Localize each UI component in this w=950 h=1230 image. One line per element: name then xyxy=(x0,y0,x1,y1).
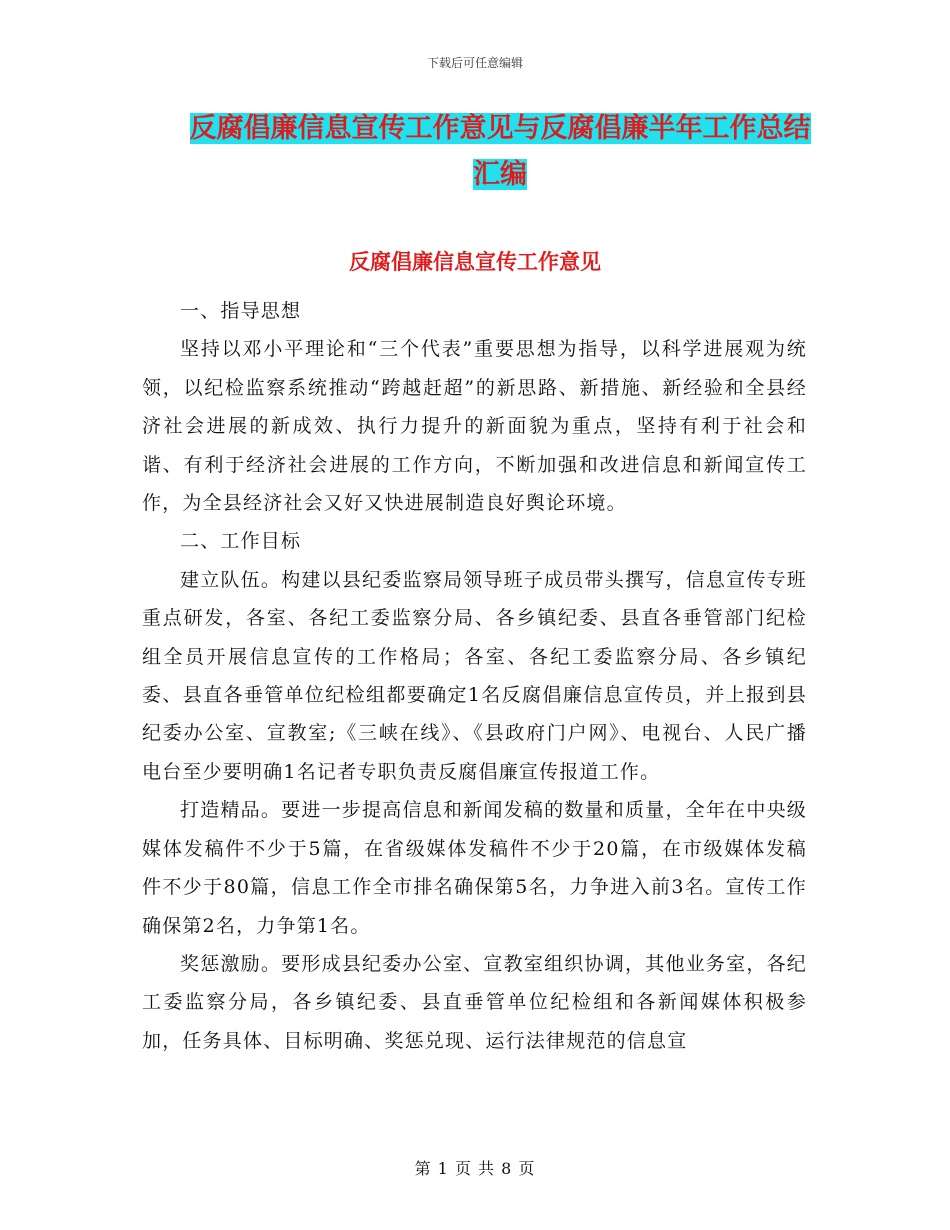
document-title xyxy=(150,106,850,198)
document-title-line-2: 汇编 xyxy=(473,159,527,190)
heading-guiding-thought: 一、指导思想 xyxy=(180,300,302,322)
paragraph-create-quality: 打造精品。要进一步提高信息和新闻发稿的数量和质量，全年在中央级媒体发稿件不少于5篇，在省级媒体发稿件不少于20篇，在市级媒体发稿件不少于80篇，信息工作全市排名确保第5名，力争进入前3名。宣传工作确保第2名，力争第1名。 xyxy=(142,799,807,937)
paragraph-guiding-thought: 坚持以邓小平理论和“三个代表”重要思想为指导，以科学进展观为统领，以纪检监察系统推动“跨越赶超”的新思路、新措施、新经验和全县经济社会进展的新成效、执行力提升的新面貌为重点，坚持有利于社会和谐、有利于经济社会进展的工作方向，不断加强和改进信息和新闻宣传工作，为全县经济社会又好又快进展制造良好舆论环境。 xyxy=(142,338,807,515)
document-title-line-1: 反腐倡廉信息宣传工作意见与反腐倡廉半年工作总结 xyxy=(189,113,811,144)
heading-work-goals: 二、工作目标 xyxy=(180,530,302,553)
paragraph-build-team: 建立队伍。构建以县纪委监察局领导班子成员带头撰写，信息宣传专班重点研发，各室、各纪工委监察分局、各乡镇纪委、县直各垂管部门纪检组全员开展信息宣传的工作格局；各室、各纪工委监察分局、各乡镇纪委、县直各垂管单位纪检组都要确定1名反腐倡廉信息宣传员，并上报到县纪委办公室、宣教室;《三峡在线》、《县政府门户网》、电视台、人民广播电台至少要明确1名记者专职负责反腐倡廉宣传报道工作。 xyxy=(142,568,807,783)
document-body xyxy=(142,292,807,1060)
page-number: 第 1 页 共 8 页 xyxy=(414,1159,536,1178)
section-title: 反腐倡廉信息宣传工作意见 xyxy=(349,250,601,274)
paragraph-incentives: 奖惩激励。要形成县纪委办公室、宣教室组织协调，其他业务室，各纪工委监察分局，各乡镇纪委、县直垂管单位纪检组和各新闻媒体积极参加，任务具体、目标明确、奖惩兑现、运行法律规范的信息宣 xyxy=(142,952,807,1052)
page-header-note: 下载后可任意编辑 xyxy=(426,56,523,70)
